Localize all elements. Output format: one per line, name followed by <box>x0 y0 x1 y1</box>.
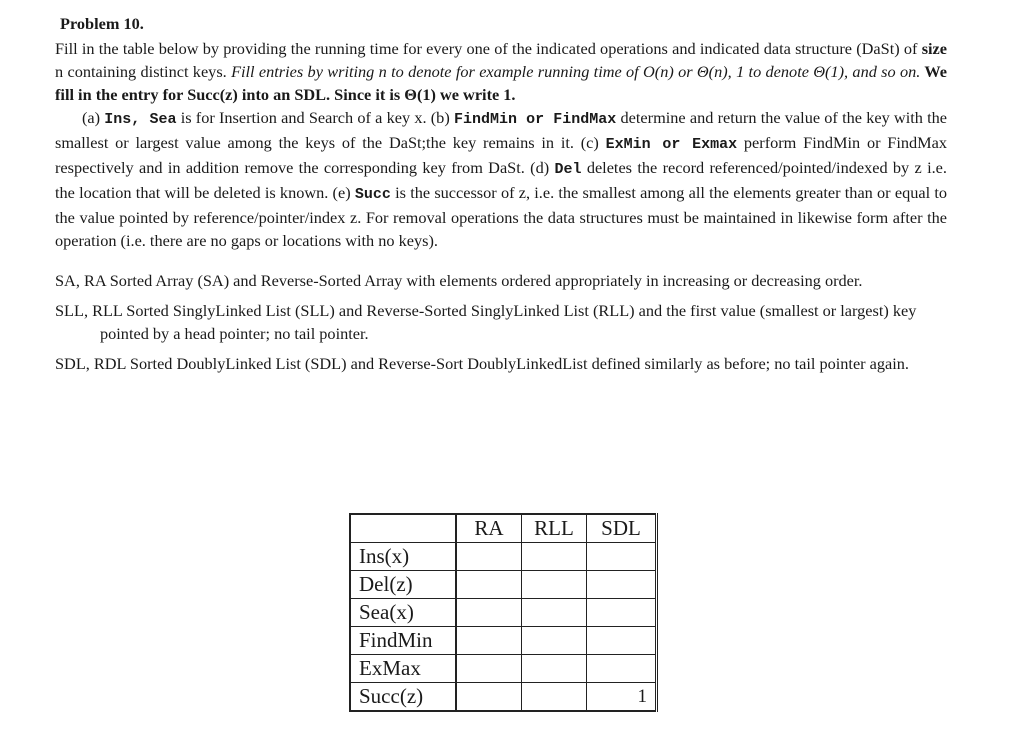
cell-sea-rll[interactable] <box>522 599 587 627</box>
row-label-exmax: ExMax <box>350 655 456 683</box>
row-label-findmin: FindMin <box>350 627 456 655</box>
table-row <box>350 655 657 683</box>
op-e-text: is the successor of z, i.e. the smallest among all the elements greater than or equal to the value pointed by reference/pointer/index z. For removal operations the data structures must be maintained in likewise form after the operation (i.e. there are no gaps or locations with no keys). <box>55 183 947 250</box>
cell-findmin-sdl[interactable] <box>587 627 657 655</box>
intro-paragraph <box>55 37 947 106</box>
cell-sea-ra[interactable] <box>456 599 522 627</box>
definition-sll-rll: SLL, RLL Sorted SinglyLinked List (SLL) and Reverse-Sorted SinglyLinked List (RLL) and the first value (smallest or largest) key pointed by a head pointer; no tail pointer. <box>55 301 917 343</box>
definition-sa-ra: SA, RA Sorted Array (SA) and Reverse-Sorted Array with elements ordered appropriately in increasing or decreasing order. <box>55 271 863 290</box>
cell-succ-sdl[interactable]: 1 <box>587 683 657 712</box>
row-label-succ: Succ(z) <box>350 683 456 712</box>
op-b-name: FindMin or FindMax <box>453 111 617 128</box>
problem-title: Problem 10. <box>60 14 144 33</box>
op-a-prefix: (a) <box>82 108 105 127</box>
column-header-rll: RLL <box>522 514 587 543</box>
op-d-name: Del <box>554 161 582 178</box>
table-row <box>350 627 657 655</box>
intro-text-2: n containing distinct keys. <box>55 62 232 81</box>
running-time-table <box>349 513 658 712</box>
column-header-sdl: SDL <box>587 514 657 543</box>
cell-ins-rll[interactable] <box>522 543 587 571</box>
operations-paragraph <box>55 106 947 252</box>
cell-findmin-ra[interactable] <box>456 627 522 655</box>
definitions-list <box>55 269 947 375</box>
op-a-text: is for Insertion and Search of a key x. (b) <box>176 108 454 127</box>
column-header-ra: RA <box>456 514 522 543</box>
row-label-sea: Sea(x) <box>350 599 456 627</box>
cell-exmax-rll[interactable] <box>522 655 587 683</box>
table-row <box>350 683 657 712</box>
cell-succ-rll[interactable] <box>522 683 587 712</box>
cell-ins-ra[interactable] <box>456 543 522 571</box>
intro-bold: We fill in the entry for Succ(z) into an SDL. Since it is Θ(1) we write 1. <box>55 62 948 104</box>
cell-del-rll[interactable] <box>522 571 587 599</box>
op-b-text: determine and return the value of the key with the smallest or largest value among the keys of the DaSt;the key remains in it. (c) <box>55 108 947 152</box>
cell-del-ra[interactable] <box>456 571 522 599</box>
cell-findmin-rll[interactable] <box>522 627 587 655</box>
cell-exmax-sdl[interactable] <box>587 655 657 683</box>
intro-italic: Fill entries by writing n to denote for example running time of O(n) or Θ(n), 1 to denote Θ(1), and so on. <box>231 62 921 81</box>
cell-sea-sdl[interactable] <box>587 599 657 627</box>
op-c-text: perform FindMin or FindMax respectively and in addition remove the corresponding key from DaSt. (d) <box>55 133 948 177</box>
table-corner-cell <box>350 514 456 543</box>
cell-del-sdl[interactable] <box>587 571 657 599</box>
row-label-ins: Ins(x) <box>350 543 456 571</box>
table-row <box>350 571 657 599</box>
row-label-del: Del(z) <box>350 571 456 599</box>
table-header-row <box>350 514 657 543</box>
op-c-name: ExMin or Exmax <box>605 136 738 153</box>
intro-text-1: Fill in the table below by providing the running time for every one of the indicated operations and indicated data structure (DaSt) of <box>55 39 922 58</box>
cell-ins-sdl[interactable] <box>587 543 657 571</box>
table-row <box>350 599 657 627</box>
op-e-name: Succ <box>354 186 391 203</box>
op-d-text: deletes the record referenced/pointed/indexed by z i.e. the location that will be deleted is known. (e) <box>55 158 947 202</box>
cell-succ-ra[interactable] <box>456 683 522 712</box>
cell-exmax-ra[interactable] <box>456 655 522 683</box>
op-a-name: Ins, Sea <box>104 111 177 128</box>
intro-size: size <box>921 39 947 58</box>
problem-document <box>55 12 947 382</box>
table-row <box>350 543 657 571</box>
definition-sdl-rdl: SDL, RDL Sorted DoublyLinked List (SDL) and Reverse-Sort DoublyLinkedList defined similarly as before; no tail pointer again. <box>55 354 909 373</box>
